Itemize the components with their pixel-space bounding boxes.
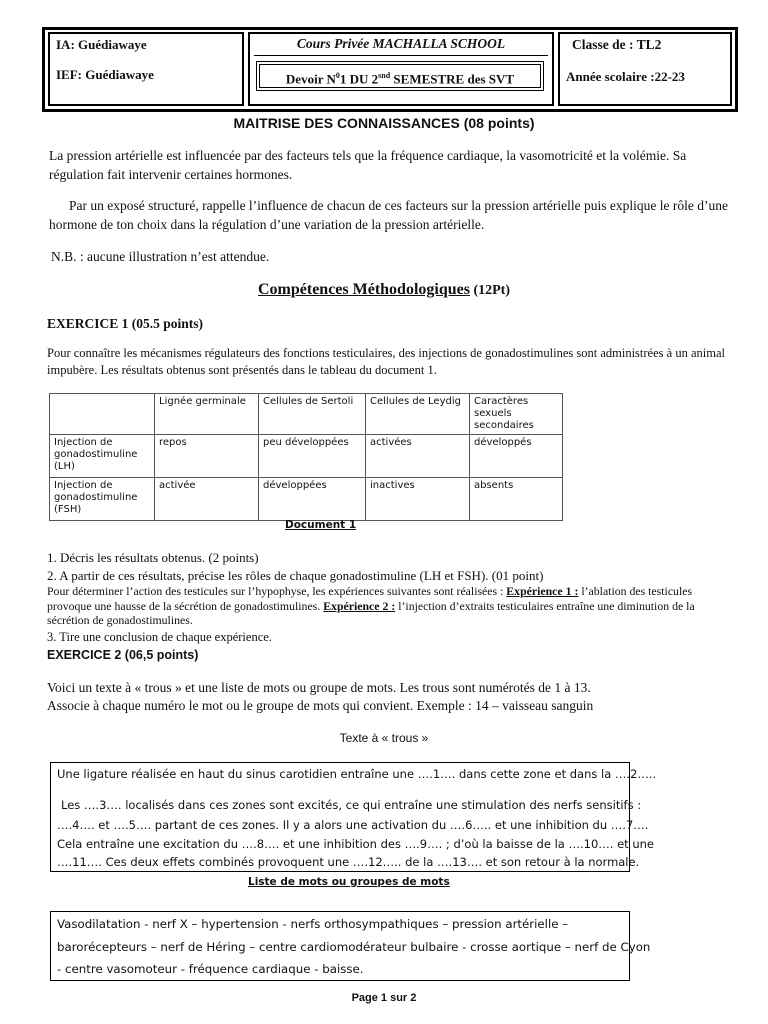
page-number: Page 1 sur 2 xyxy=(351,992,417,1004)
table-header-cell: Lignée germinale xyxy=(155,394,259,435)
exp-intro: Pour déterminer l’action des testicules sur l’hypophyse, les expériences suivantes sont réalisées : xyxy=(47,584,507,598)
section2-title-wrap xyxy=(0,281,768,299)
document1-caption: Document 1 xyxy=(285,519,357,531)
table-cell: peu développées xyxy=(259,435,366,478)
word-list-box xyxy=(50,911,651,981)
table-row xyxy=(50,478,563,521)
question1: 1. Décris les résultats obtenus. (2 points) xyxy=(47,550,259,565)
exercise2-intro2: Associe à chaque numéro le mot ou le groupe de mots qui convient. Exemple : 14 – vaisseau sanguin xyxy=(47,698,594,713)
text-holes-box xyxy=(50,762,657,872)
text-line: ….11…. Ces deux effets combinés provoquent une ….12….. de la ….13…. et son retour à la normale. xyxy=(57,855,640,869)
word-list-line: Vasodilatation - nerf X – hypertension - nerfs orthosympathiques – pression artérielle – xyxy=(57,917,569,931)
document1-table xyxy=(49,393,563,521)
para1-text: La pression artérielle est influencée par des facteurs tels que la fréquence cardiaque, la vasomotricité et la volémie. Sa régulation fait intervenir certaines hormones. xyxy=(49,148,687,182)
devoir-sup2: snd xyxy=(378,71,391,80)
table-cell: Injection de gonadostimuline (LH) xyxy=(50,435,155,478)
classe-label: Classe de : TL2 xyxy=(572,37,662,52)
header-middle-box xyxy=(248,32,554,106)
word-list-line: barorécepteurs – nerf de Héring – centre cardiomodérateur bulbaire - crosse aortique – nerf de Cyon xyxy=(57,940,651,954)
text-line: ….4…. et ….5…. partant de ces zones. Il y a alors une activation du ….6….. et une inhibition du ….7…. xyxy=(57,818,649,832)
table-header-cell: Cellules de Leydig xyxy=(366,394,470,435)
exp1-text: l’ablation des testicules provoque une hausse de la sécrétion de gonadostimulines. xyxy=(47,584,693,613)
devoir-sup: 0 xyxy=(335,71,340,80)
table-cell: activées xyxy=(366,435,470,478)
section1-para2 xyxy=(49,196,729,234)
header-left-box xyxy=(48,32,244,106)
exp1-label: Expérience 1 : xyxy=(506,584,579,598)
table-cell: développées xyxy=(259,478,366,521)
annee-label: Année scolaire :22-23 xyxy=(566,69,685,84)
header-right-box xyxy=(558,32,732,106)
question2: 2. A partir de ces résultats, précise les rôles de chaque gonadostimuline (LH et FSH). (01 point) xyxy=(47,568,544,583)
word-list-title: Liste de mots ou groupes de mots xyxy=(248,876,450,888)
section1-para1 xyxy=(49,146,729,184)
school-name: Cours Privée MACHALLA SCHOOL xyxy=(296,36,506,51)
table-header-cell xyxy=(50,394,155,435)
section2-title: Compétences Méthodologiques xyxy=(257,281,470,298)
devoir-title xyxy=(259,64,541,88)
exp2-label: Expérience 2 : xyxy=(323,598,396,613)
devoir-prefix: Devoir N xyxy=(285,71,336,87)
exercise1-title: EXERCICE 1 (05.5 points) xyxy=(47,316,204,331)
table-cell: Injection de gonadostimuline (FSH) xyxy=(50,478,155,521)
table-cell: développés xyxy=(470,435,563,478)
para2-text: Par un exposé structuré, rappelle l’influence de chacun de ces facteurs sur la pression artérielle puis explique le rôle d’une hormone de ton choix dans la régulation d’une variation de la pression artérielle. xyxy=(49,198,728,232)
table-cell: repos xyxy=(155,435,259,478)
text-line: Une ligature réalisée en haut du sinus carotidien entraîne une ….1…. dans cette zone et dans la ….2….. xyxy=(57,767,657,781)
table-header-cell: Caractères sexuels secondaires xyxy=(470,394,563,435)
ief-label: IEF: Guédiawaye xyxy=(56,67,154,82)
question3: 3. Tire une conclusion de chaque expérience. xyxy=(47,630,272,644)
exp2-text: l’injection d’extraits testiculaires entraîne une diminution de la sécrétion de gonadostimulines. xyxy=(47,598,695,627)
table-header-row xyxy=(50,394,563,435)
section1-title: MAITRISE DES CONNAISSANCES (08 points) xyxy=(233,115,535,131)
devoir-suffix: SEMESTRE des SVT xyxy=(390,71,515,87)
text-line: Cela entraîne une excitation du ….8…. et une inhibition des ….9…. ; d’où la baisse de la ….10…. et une xyxy=(57,837,654,851)
table-row xyxy=(50,435,563,478)
school-divider xyxy=(254,55,548,56)
text-line: Les ….3…. localisés dans ces zones sont excités, ce qui entraîne une stimulation des nerfs sensitifs : xyxy=(61,798,642,812)
exercise1-intro: Pour connaître les mécanismes régulateurs des fonctions testiculaires, des injections de gonadostimulines sont administrées à un animal impubère. Les résultats obtenus sont présentés dans le tableau du document 1. xyxy=(47,346,725,377)
exercise2-intro1: Voici un texte à « trous » et une liste de mots ou groupe de mots. Les trous sont numérotés de 1 à 13. xyxy=(47,680,591,695)
table-header-cell: Cellules de Sertoli xyxy=(259,394,366,435)
table-cell: inactives xyxy=(366,478,470,521)
exercise2-title: EXERCICE 2 (06,5 points) xyxy=(47,648,199,662)
word-list-line: - centre vasomoteur - fréquence cardiaque - baisse. xyxy=(57,962,364,976)
text-holes-title: Texte à « trous » xyxy=(339,731,429,745)
section1-nb: N.B. : aucune illustration n’est attendue. xyxy=(51,249,270,264)
experiences-paragraph xyxy=(47,584,737,628)
table-cell: absents xyxy=(470,478,563,521)
section2-points: (12Pt) xyxy=(469,283,511,298)
ia-label: IA: Guédiawaye xyxy=(56,37,147,52)
table-cell: activée xyxy=(155,478,259,521)
devoir-mid: 1 DU 2 xyxy=(339,71,379,87)
